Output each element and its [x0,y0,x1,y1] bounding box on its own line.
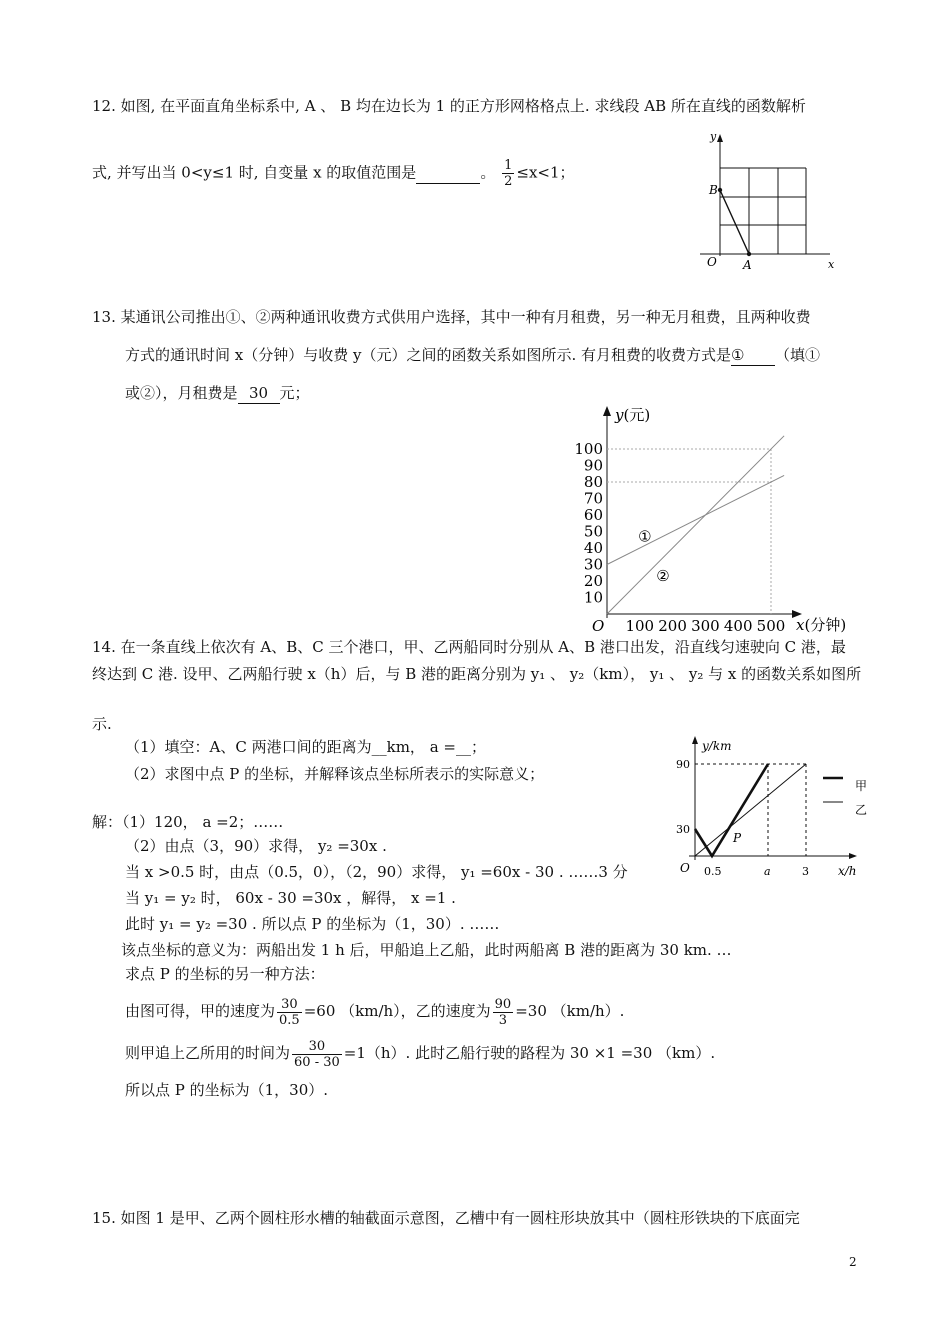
q14-tick-a: a [764,865,771,878]
q13-x-label: x(分钟) [796,616,847,634]
q13-series-line-2 [607,436,784,614]
q14-point-p-label: P [733,831,742,845]
q13-y-tick-50: 50 [583,522,603,541]
q14-tick-3: 3 [802,865,809,878]
q12-blank [416,163,480,184]
q14-subquestion-2: （2）求图中点 P 的坐标，并解释该点坐标所表示的实际意义； [125,765,545,783]
q14-fraction-30-over-05: $\frac{30}{0.5}$ [279,996,300,1028]
q12-line2-pre: 式, 并写出当 0<y≤1 时, 自变量 x 的取值范围是 [92,163,417,182]
q13-y-tick-10: 10 [583,588,603,607]
q13-y-tick-40: 40 [583,539,603,557]
q14-solution-10: 所以点 P 的坐标为（1，30）. [125,1081,329,1099]
q14-subquestion-1: （1）填空：A、C 两港口间的距离为__km， a =__； [125,738,486,756]
q13-series-line-1 [607,475,784,564]
q12-line1: 12. 如图, 在平面直角坐标系中, A 、 B 均在边长为 1 的正方形网格格点上. 求线段 AB 所在直线的函数解析 [92,97,806,115]
q14-solution-8: 由图可得，甲的速度为 $\frac{30}{0.5}$ =60 （km/h），乙的速度为 $\frac{90}{3}$ =30 （km/h）. [125,996,625,1028]
q14-solution-4: 当 y₁ = y₂ 时， 60x - 30 =30x ，解得， x =1 . [125,889,456,907]
q13-x-tick-100: 100 [625,617,655,635]
q13-y-tick-60: 60 [583,506,603,524]
q13-y-tick-90: 90 [583,456,603,475]
q13-y-unit: (元) [623,406,651,424]
q13-line1: 13. 某通讯公司推出①、②两种通讯收费方式供用户选择，其中一种有月租费，另一种无月租费，且两种收费 [92,308,811,326]
q14-line-yi [695,764,806,856]
q14-line-jia [695,764,768,856]
q13-y-tick-70: 70 [583,489,603,508]
q13-series-label-1: ① [638,527,652,546]
q14-fraction-90-over-3: $\frac{90}{3}$ [494,996,512,1028]
q14-x-label: x/h [838,864,857,878]
q14-solution-7: 求点 P 的坐标的另一种方法： [125,965,325,983]
q13-x-tick-500: 500 [756,617,786,635]
q13-line2-pre: 方式的通讯时间 x（分钟）与收费 y（元）之间的函数关系如图所示. 有月租费的收费方式是 [125,346,732,364]
q14-origin-label: O [680,861,690,875]
q14-y-label: y/km [702,739,732,753]
q12-line2-post: 。 [480,163,496,182]
q12-origin-label: O [707,255,717,269]
q14-line1: 14. 在一条直线上依次有 A、B、C 三个港口，甲、乙两船同时分别从 A、B 港口出发，沿直线匀速驶向 C 港，最 [92,638,846,656]
q13-line2-post: （填① [775,346,821,364]
q13-line2 [125,345,820,366]
q14-line3: 示. [92,715,112,733]
q12-line2 [92,158,575,189]
q12-a-label: A [743,258,752,272]
q14-fraction-time: $\frac{30}{60 - 30}$ [294,1038,340,1070]
q13-x-tick-300: 300 [691,617,720,635]
q14-legend-yi: 乙 [855,803,868,817]
q14-legend-jia: 甲 [855,779,868,793]
q12-answer-tail: ≤x<1； [516,163,575,182]
q12-point-b [718,188,722,192]
q14-solution-3: 当 x >0.5 时，由点（0.5，0），（2，90）求得， y₁ =60x - 30 . ……3 分 [125,863,628,881]
page-number: 2 [849,1255,857,1269]
q14-solution-2: （2）由点（3，90）求得， y₂ =30x . [125,837,387,855]
q13-answer-1: ① [731,345,775,366]
q14-tick-90: 90 [676,758,690,771]
q13-chart [570,398,870,638]
q13-y-tick-80: 80 [583,473,603,491]
q13-y-label: y(元) [615,406,651,424]
q12-answer-fraction: $\frac{1}{2}$ [504,158,513,189]
q14-solution-5: 此时 y₁ = y₂ =30 . 所以点 P 的坐标为（1，30）. …… [125,915,500,933]
q14-solution-9: 则甲追上乙所用的时间为 $\frac{30}{60 - 30}$ =1（h）. 此时乙船行驶的路程为 30 ×1 =30 （km）. [125,1038,716,1070]
q12-y-label: y [710,130,717,143]
q14-line2: 终达到 C 港. 设甲、乙两船行驶 x（h）后，与 B 港的距离分别为 y₁ 、 y₂（km）， y₁ 、 y₂ 与 x 的函数关系如图所 [92,665,862,683]
q13-line3 [125,383,310,404]
q13-x-tick-200: 200 [658,617,687,635]
q14-solution-1: 解：（1）120， a =2；…… [92,813,284,831]
q14-tick-05: 0.5 [704,865,722,878]
q14-tick-30: 30 [676,823,690,836]
q12-segment-ab [720,190,749,254]
q13-y-tick-100: 100 [574,440,603,458]
q12-grid-figure [690,128,840,278]
q14-solution-6: 该点坐标的意义为：两船出发 1 h 后，甲船追上乙船，此时两船离 B 港的距离为 30 km. … [121,941,732,959]
q13-origin-label: O [592,617,605,635]
q13-line3-post: 元； [279,384,310,402]
q13-x-tick-400: 400 [723,617,753,635]
q13-y-tick-30: 30 [583,555,603,574]
q12-b-label: B [709,183,718,197]
q12-point-a [747,252,751,256]
q13-y-tick-20: 20 [583,572,603,590]
q13-series-label-2: ② [656,567,670,585]
q15-line1: 15. 如图 1 是甲、乙两个圆柱形水槽的轴截面示意图，乙槽中有一圆柱形块放其中（圆柱形铁块的下底面完 [92,1209,800,1227]
q13-answer-2: 30 [238,383,280,404]
q13-line3-pre: 或②），月租费是 [125,384,238,402]
q14-figure [675,732,875,882]
q12-x-label: x [828,258,835,271]
